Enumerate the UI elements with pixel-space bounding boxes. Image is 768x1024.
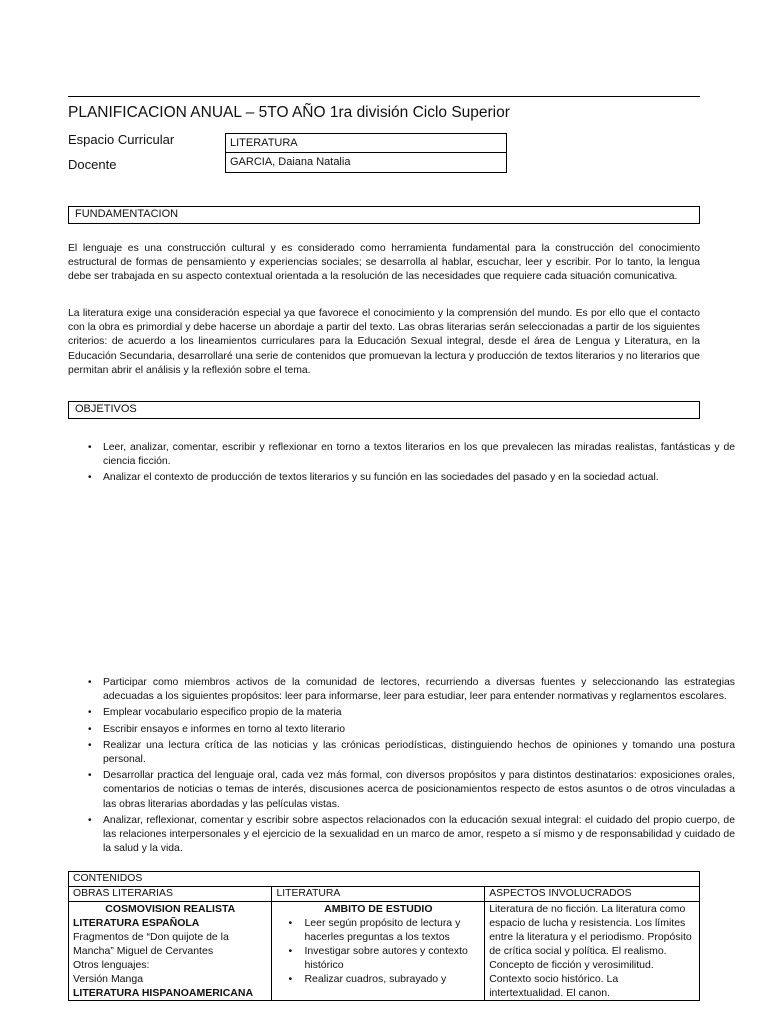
fundamentacion-heading: FUNDAMENTACION xyxy=(68,206,700,224)
page-title: PLANIFICACION ANUAL – 5TO AÑO 1ra división Ciclo Superior xyxy=(68,104,510,121)
fundamentacion-paragraph-1: El lenguaje es una construcción cultural y es considerado como herramienta fundamental para la construcción del conocimiento estructural de formas de pensamiento y experiencias sociales; se desarrolla al hablar, escuchar, leer y escribir. Por lo tanto, la lengua debe ser trabajada en su aspecto contextual orientada a la resolución de las necesidades que requiere cada situación comunicativa. xyxy=(68,243,700,283)
literatura-cell xyxy=(272,902,485,1001)
literatura-espanola-heading: LITERATURA ESPAÑOLA xyxy=(73,917,200,929)
ambito-heading: AMBITO DE ESTUDIO xyxy=(324,903,433,915)
obra-line: Otros lenguajes: xyxy=(73,959,150,971)
contenidos-heading: CONTENIDOS xyxy=(69,872,700,887)
list-item: • Participar como miembros activos de la comunidad de lectores, recurriendo a diversas fuentes y seleccionando las estrategias adecuadas a los siguientes propósitos: leer para informarse, leer para estudiar, leer para entender normativas y reglamentos escolares. xyxy=(103,676,735,704)
cosmovision-heading: COSMOVISION REALISTA xyxy=(105,903,236,915)
list-item: • Investigar sobre autores y contexto histórico xyxy=(304,944,480,972)
literatura-hispano-heading: LITERATURA HISPANOAMERICANA xyxy=(73,987,254,999)
fundamentacion-paragraph-2: La literatura exige una consideración especial ya que favorece el conocimiento y la comprensión del mundo. Es por ello que el contacto con la obra es primordial y debe hacerse un abordaje a partir del texto. Las obras literarias serán seleccionadas a partir de los siguientes criterios: de acuerdo a los lineamientos curriculares para la Educación Sexual integral, desde el área de Lengua y Literatura, en la Educación Secundaria, desarrollaré una serie de contenidos que promuevan la lectura y producción de textos literarios y no literarios que permitan abrir el análisis y la reflexión sobre el tema. xyxy=(68,308,700,376)
obra-line: Versión Manga xyxy=(73,973,144,985)
list-item: • Leer según propósito de lectura y hacerles preguntas a los textos xyxy=(304,916,480,944)
obra-line: Mancha” Miguel de Cervantes xyxy=(73,945,214,957)
objetivos-list-a xyxy=(68,441,735,488)
top-rule xyxy=(68,96,700,97)
aspectos-cell: Literatura de no ficción. La literatura como espacio de lucha y resistencia. Los límites entre la literatura y el periodismo. Propósito de crítica social y política. El realismo. Concepto de ficción y verosimilitud. Contexto socio histórico. La intertextualidad. El canon. xyxy=(485,902,700,1001)
list-item: • Realizar cuadros, subrayado y xyxy=(304,972,480,986)
col-header-aspectos: ASPECTOS INVOLUCRADOS xyxy=(485,887,700,902)
list-item: • Analizar, reflexionar, comentar y escribir sobre aspectos relacionados con la educación sexual integral: el cuidado del propio cuerpo, de las relaciones interpersonales y el ejercicio de la sexualidad en un marco de amor, respeto a sí mismo y de responsabilidad y cuidado de la salud y la vida. xyxy=(103,814,735,857)
list-item: • Leer, analizar, comentar, escribir y reflexionar en torno a textos literarios en los que prevalecen las miradas realistas, fantásticas y de ciencia ficción. xyxy=(103,441,735,469)
docente-label: Docente xyxy=(68,157,117,172)
espacio-curricular-value: LITERATURA xyxy=(225,133,507,153)
list-item: • Escribir ensayos e informes en torno al texto literario xyxy=(103,723,735,737)
espacio-curricular-label: Espacio Curricular xyxy=(68,132,175,147)
docente-value: GARCIA, Daiana Natalia xyxy=(225,152,507,173)
objetivos-heading: OBJETIVOS xyxy=(68,401,700,419)
list-item: • Desarrollar practica del lenguaje oral, cada vez más formal, con diversos propósitos y para distintos destinatarios: exposiciones orales, comentarios de noticias o temas de interés, discusiones acerca de posicionamientos respecto de estos asuntos o de otros vinculadas a las obras literarias abordadas y las películas vistas. xyxy=(103,769,735,812)
contenidos-table xyxy=(68,871,700,1001)
col-header-obras: OBRAS LITERARIAS xyxy=(69,887,272,902)
objetivos-list-b xyxy=(68,676,735,858)
col-header-literatura: LITERATURA xyxy=(272,887,485,902)
list-item: • Emplear vocabulario especifico propio de la materia xyxy=(103,706,735,720)
obra-line: Fragmentos de “Don quijote de la xyxy=(73,931,229,943)
ambito-list xyxy=(276,916,480,986)
list-item: • Analizar el contexto de producción de textos literarios y su función en las sociedades del pasado y en la sociedad actual. xyxy=(103,471,735,485)
list-item: • Realizar una lectura crítica de las noticias y las crónicas periodísticas, distinguiendo hechos de opiniones y tomando una postura personal. xyxy=(103,739,735,767)
obras-cell xyxy=(69,902,272,1001)
